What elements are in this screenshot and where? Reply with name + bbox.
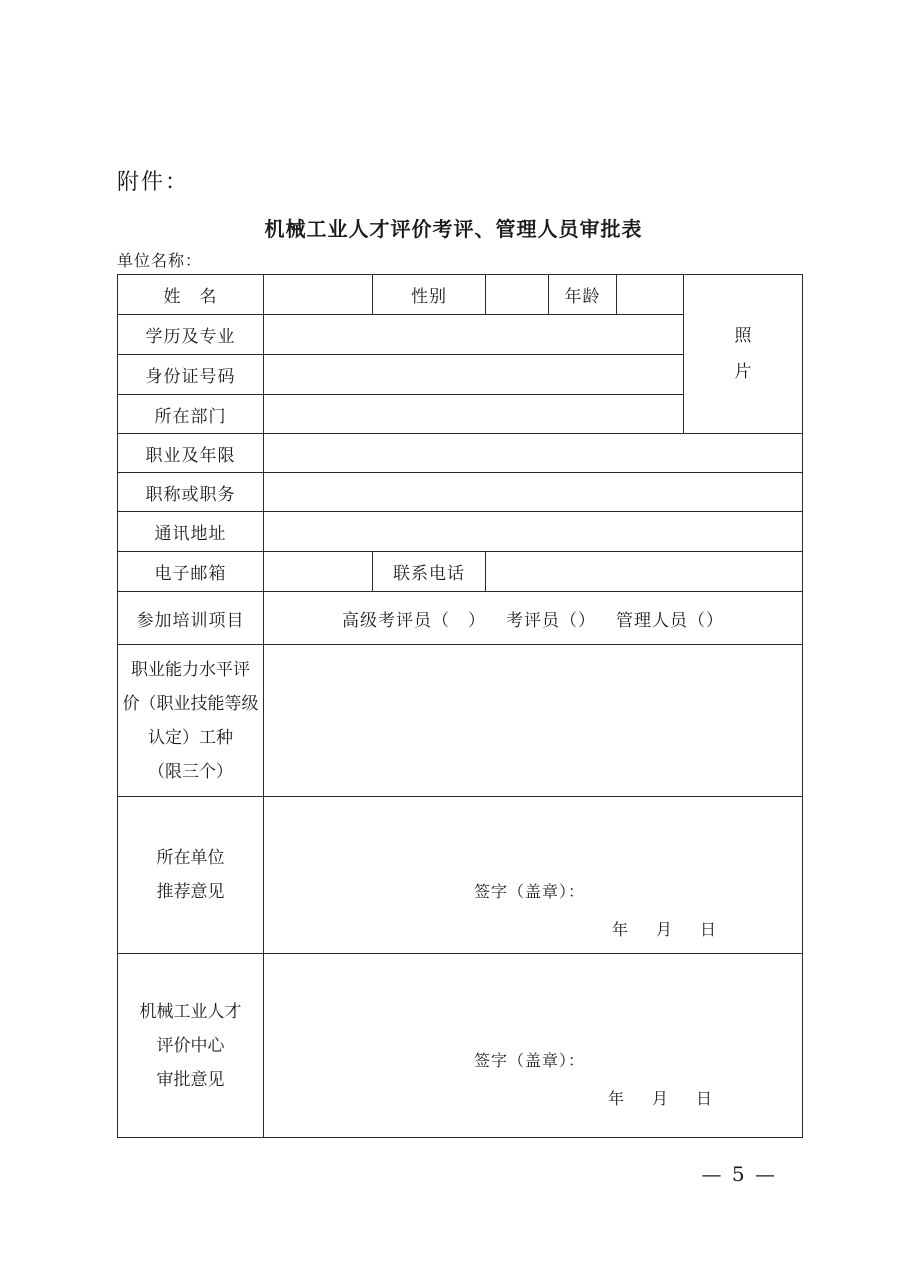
skill-label-line-1: 职业能力水平评	[131, 659, 250, 680]
center-date-day: 日	[696, 1089, 713, 1108]
age-label: 年龄	[548, 274, 617, 315]
approval-form-table	[117, 274, 803, 1138]
unit-opinion-field	[263, 796, 803, 954]
id-number-field	[263, 354, 684, 395]
training-option-examiner: 考评员（）	[506, 610, 596, 631]
unit-date	[612, 917, 744, 940]
training-option-senior-examiner: 高级考评员（ ）	[342, 610, 486, 631]
training-label: 参加培训项目	[117, 591, 264, 645]
skill-label-line-2: 价（职业技能等级	[122, 693, 259, 714]
age-field	[616, 274, 684, 315]
unit-date-day: 日	[700, 920, 717, 939]
id-number-label: 身份证号码	[117, 354, 264, 395]
address-field	[263, 511, 803, 552]
unit-opinion-line-2: 推荐意见	[156, 882, 225, 902]
unit-opinion-label	[117, 796, 264, 954]
name-field	[263, 274, 373, 315]
unit-sign-label: 签字（盖章）：	[474, 882, 586, 901]
department-label: 所在部门	[117, 394, 264, 434]
gender-field	[485, 274, 549, 315]
training-option-manager: 管理人员（）	[616, 610, 724, 631]
job-title-label: 职称或职务	[117, 472, 264, 512]
gender-label: 性别	[372, 274, 486, 315]
email-field	[263, 551, 373, 592]
center-date	[608, 1086, 740, 1109]
center-sign-label: 签字（盖章）：	[474, 1051, 586, 1070]
photo-label-1: 照	[734, 326, 752, 346]
unit-date-month: 月	[656, 920, 673, 939]
skill-label-line-3: 认定）工种	[148, 727, 233, 748]
page-number: — 5 —	[701, 1162, 777, 1186]
skill-evaluation-label	[117, 644, 264, 797]
occupation-years-field	[263, 433, 803, 473]
unit-date-year: 年	[612, 920, 629, 939]
form-title: 机械工业人才评价考评、管理人员审批表	[264, 217, 643, 241]
job-title-field	[263, 472, 803, 512]
center-date-month: 月	[652, 1089, 669, 1108]
center-opinion-field	[263, 953, 803, 1138]
training-options	[263, 591, 803, 645]
phone-label: 联系电话	[372, 551, 486, 592]
photo-box	[683, 274, 803, 434]
center-opinion-label	[117, 953, 264, 1138]
occupation-years-label: 职业及年限	[117, 433, 264, 473]
center-opinion-line-2: 评价中心	[156, 1035, 225, 1056]
photo-label-2: 片	[734, 362, 752, 382]
name-label: 姓 名	[117, 274, 264, 315]
skill-evaluation-field	[263, 644, 803, 797]
address-label: 通讯地址	[117, 511, 264, 552]
unit-name-label: 单位名称：	[117, 251, 203, 270]
education-label: 学历及专业	[117, 314, 264, 355]
center-opinion-line-1: 机械工业人才	[139, 1001, 242, 1022]
attachment-label: 附件：	[117, 170, 190, 195]
email-label: 电子邮箱	[117, 551, 264, 592]
unit-opinion-line-1: 所在单位	[156, 848, 225, 868]
center-opinion-line-3: 审批意见	[156, 1069, 225, 1090]
phone-field	[485, 551, 803, 592]
department-field	[263, 394, 684, 434]
skill-label-line-4: （限三个）	[148, 761, 233, 782]
center-date-year: 年	[608, 1089, 625, 1108]
education-field	[263, 314, 684, 355]
